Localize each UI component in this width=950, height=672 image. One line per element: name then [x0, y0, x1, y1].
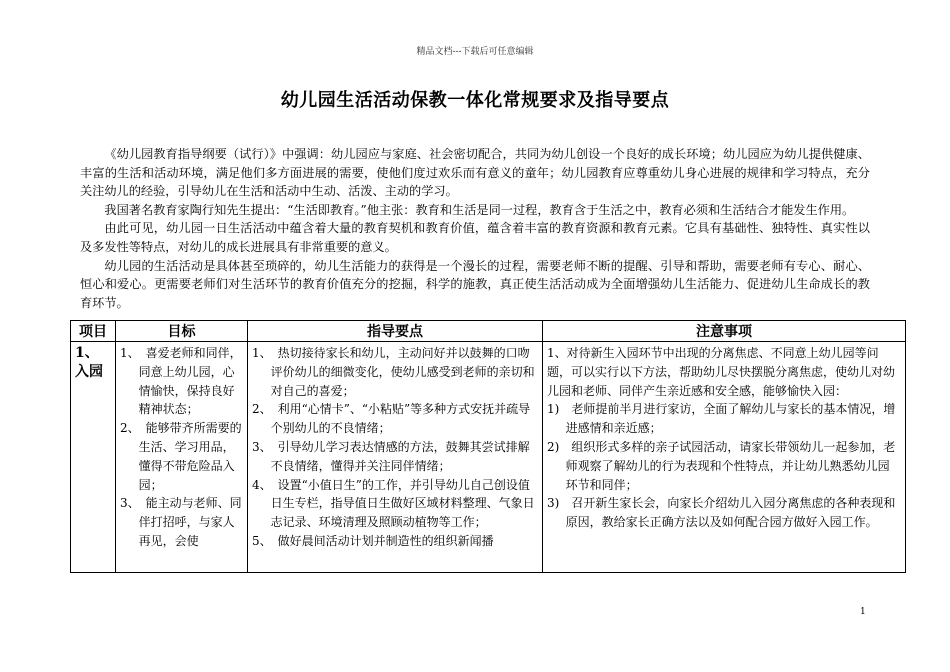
intro-paragraph: 我国著名教育家陶行知先生提出：“生活即教育。”他主张：教育和生活是同一过程，教育含于生活之中，教育必须和生活结合才能发生作用。 — [104, 202, 855, 217]
guidance-item: 3、 引导幼儿学习表达情感的方法，鼓舞其尝试排解不良情绪，懂得并关注同伴情绪； — [252, 439, 530, 473]
table-row — [71, 342, 906, 573]
intro-paragraph: 由此可见，幼儿园一日生活活动中蕴含着大量的教育契机和教育价值，蕴含着丰富的教育资源和教育元素。它具有基础性、独特性、真实性以及多发性等特点，对幼儿的成长进展具有非常重要的意义。 — [80, 221, 870, 254]
goal-item: 3、 能主动与老师、同伴打招呼，与家人再见，会使 — [120, 496, 242, 548]
header-notes: 注意事项 — [543, 321, 906, 342]
page-number: 1 — [860, 607, 866, 617]
header-item: 项目 — [71, 321, 116, 342]
header-note: 精品文档---下载后可任意编辑 — [416, 47, 534, 57]
guidance-item: 5、 做好晨间活动计划并制造性的组织新闻播 — [252, 533, 494, 548]
notes-cell — [543, 342, 906, 573]
goal-item: 2、 能够带齐所需要的生活、学习用品，懂得不带危险品入园； — [120, 421, 242, 492]
guidance-item: 4、 设置“小值日生”的工作，并引导幼儿自己创设值日生专栏，指导值日生做好区域材料整理、气象日志记录、环境清理及照顾动植物等工作； — [252, 477, 535, 530]
guidance-item: 1、 热切接待家长和幼儿，主动问好并以鼓舞的口吻评价幼儿的细微变化，使幼儿感受到老师的亲切和对自己的喜爱； — [252, 346, 535, 398]
note-item: 3) 召开新生家长会，向家长介绍幼儿入园分离焦虑的各种表现和原因，教给家长正确方法以及如何配合园方做好入园工作。 — [547, 496, 896, 530]
guidance-cell — [248, 342, 543, 573]
document-title: 幼儿园生活活动保教一体化常规要求及指导要点 — [280, 90, 670, 111]
guidance-item: 2、 利用“心情卡”、“小粘贴”等多种方式安抚并疏导个别幼儿的不良情绪； — [252, 402, 531, 436]
item-cell: 1、入园 — [71, 342, 116, 573]
intro-paragraph: 《幼儿园教育指导纲要（试行）》中强调：幼儿园应与家庭、社会密切配合，共同为幼儿创设一个良好的成长环境；幼儿园应为幼儿提供健康、丰富的生活和活动环境，满足他们多方面进展的需要，使他们度过欢乐而有意义的童年；幼儿园教育应尊重幼儿身心进展的规律和学习特点，充分关注幼儿的经验，引导幼儿在生活和活动中生动、活泼、主动的学习。 — [80, 147, 870, 199]
intro-section — [80, 145, 870, 312]
note-item: 1) 老师提前半月进行家访，全面了解幼儿与家长的基本情况，增进感情和亲近感； — [547, 402, 896, 436]
note-item: 2) 组织形式多样的亲子试园活动，请家长带领幼儿一起参加，老师观察了解幼儿的行为表现和个性特点，并让幼儿熟悉幼儿园环节和同伴； — [547, 439, 896, 492]
note-intro: 1、对待新生入园环节中出现的分离焦虑、不同意上幼儿园等问题，可以实行以下方法，帮助幼儿尽快摆脱分离焦虑，使幼儿对幼儿园和老师、同伴产生亲近感和安全感，能够愉快入园： — [547, 346, 896, 398]
header-guidance: 指导要点 — [248, 321, 543, 342]
intro-paragraph: 幼儿园的生活活动是具体甚至琐碎的，幼儿生活能力的获得是一个漫长的过程，需要老师不断的提醒、引导和帮助，需要老师有专心、耐心、恒心和爱心。更需要老师们对生活环节的教育价值充分的挖掘，科学的施教，真正使生活活动成为全面增强幼儿生活能力、促进幼儿生命成长的教育环节。 — [80, 258, 870, 310]
goals-cell — [116, 342, 248, 573]
table-header-row — [71, 321, 906, 342]
goal-item: 1、 喜爱老师和同伴，同意上幼儿园，心情愉快，保持良好精神状态； — [120, 346, 242, 417]
routine-table — [70, 320, 906, 573]
header-goals: 目标 — [116, 321, 248, 342]
